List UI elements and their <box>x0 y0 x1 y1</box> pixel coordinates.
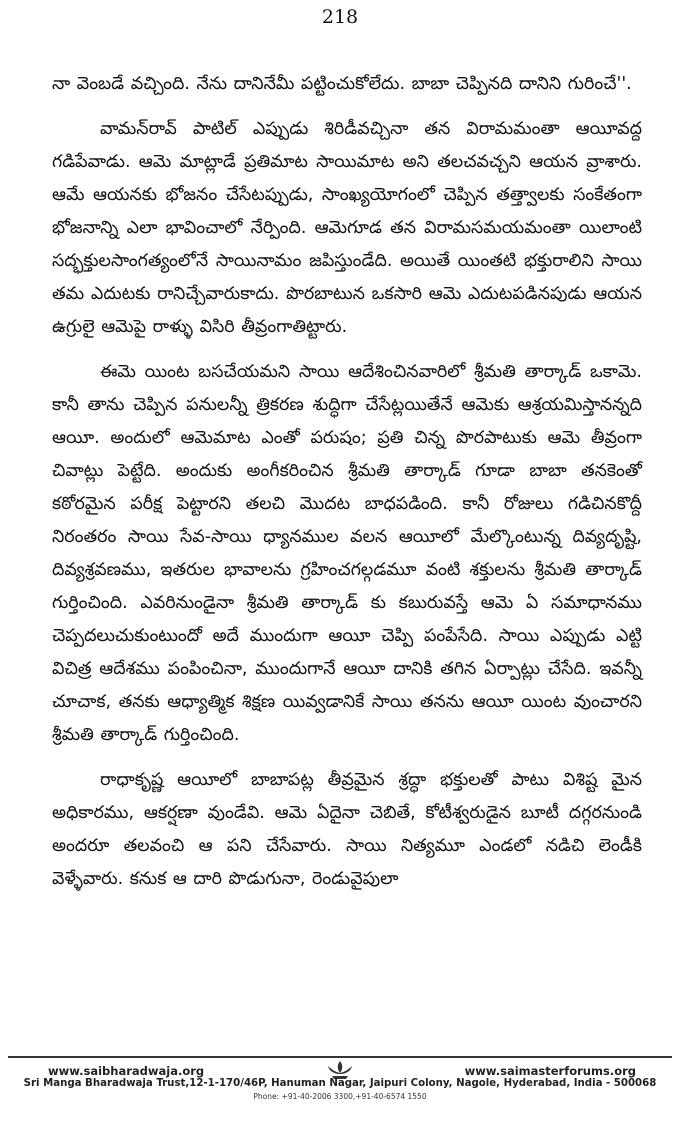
lotus-emblem-icon <box>326 1060 354 1080</box>
footer-address: Sri Manga Bharadwaja Trust,12-1-170/46P, Hanuman Nagar, Jaipuri Colony, Nagole, Hyderabad, India - 500068 <box>23 1078 657 1089</box>
paragraph-1: నా వెంబడే వచ్చింది. నేను దానినేమీ పట్టించుకోలేదు. బాబా చెప్పినది దానిని గురించే''. <box>52 74 632 94</box>
footer-phone: Phone: +91-40-2006 3300,+91-40-6574 1550 <box>253 1092 427 1101</box>
footer-link-saimasterforums[interactable]: www.saimasterforums.org <box>464 1064 636 1078</box>
paragraph-3: ఈమె యింట బసచేయమని సాయి ఆదేశించినవారిలో శ్రీమతి తార్కాడ్ ఒకామె. కానీ తాను చెప్పిన పనులన్నీ త్రికరణ శుద్ధిగా చేసేట్లయితేనే ఆమెకు ఆశ్రయమిస్తానన్నది ఆయీ. అందులో ఆమెమాట ఎంతో పరుషం; ప్రతి చిన్న పొరపాటుకు ఆమె తీవ్రంగా చివాట్లు పెట్టేది. అందుకు అంగీకరించిన శ్రీమతి తార్కాడ్ గూడా బాబా తనకెంతో కఠోరమైన పరీక్ష పెట్టారని తలచి మొదట బాధపడింది. కానీ రోజులు గడిచినకొద్దీ నిరంతరం సాయి సేవ-సాయి ధ్యానముల వలన ఆయీలో మేల్కొంటున్న దివ్యదృష్టి, దివ్యశ్రవణము, ఇతరుల భావాలను గ్రహించగల్గడమూ వంటి శక్తులను శ్రీమతి తార్కాడ్ గుర్తించింది. ఎవరినుండైనా శ్రీమతి తార్కాడ్ కు కబురువస్తే ఆమె ఏ సమాధానము చెప్పదలుచుకుంటుందో అదే ముందుగా ఆయీ చెప్పి పంపేసేది. సాయి ఎప్పుడు ఎట్టి విచిత్ర ఆదేశము పంపించినా, ముందుగానే ఆయీ దానికి తగిన ఏర్పాట్లు చేసేది. ఇవన్నీ చూచాక, తనకు ఆధ్యాత్మిక శిక్షణ యివ్వడానికే సాయి తనను ఆయీ యింట వుంచారని శ్రీమతి తార్కాడ్ గుర్తించింది. <box>52 362 642 745</box>
footer-divider <box>8 1056 672 1058</box>
paragraph-4: రాధాకృష్ణ ఆయీలో బాబాపట్ల తీవ్రమైన శ్రద్ధా భక్తులతో పాటు విశిష్ట మైన అధికారము, ఆకర్షణా వుండేవి. ఆమె ఏదైనా చెబితే, కోటీశ్వరుడైన బూటీ దగ్గరనుండి అందరూ తలవంచి ఆ పని చేసేవారు. సాయి నిత్యమూ ఎండలో నడిచి లెండీకి వెళ్ళేవారు. కనుక ఆ దారి పొడుగునా, రెండువైపులా <box>52 770 642 889</box>
document-body <box>52 68 642 896</box>
footer-link-saibharadwaja[interactable]: www.saibharadwaja.org <box>48 1064 205 1078</box>
page-number: 218 <box>321 6 359 28</box>
page-footer <box>0 1056 680 1122</box>
paragraph-2: వామన్‌రావ్ పాటిల్ ఎప్పుడు శిరిడీవచ్చినా తన విరామమంతా ఆయీవద్ద గడిపేవాడు. ఆమె మాట్లాడే ప్రతిమాట సాయిమాట అని తలచవచ్చని ఆయన వ్రాశారు. ఆమే ఆయనకు భోజనం చేసేటప్పుడు, సాంఖ్యయోగంలో చెప్పిన తత్త్వాలకు సంకేతంగా భోజనాన్ని ఎలా భావించాలో నేర్పింది. ఆమెగూడ తన విరామసమయమంతా యిలాంటి సద్భక్తులసాంగత్యంలోనే సాయినామం జపిస్తుండేది. అయితే యింతటి భక్తురాలిని సాయి తమ ఎదుటకు రానిచ్చేవారుకాదు. పొరబాటున ఒకసారి ఆమె ఎదుటపడినపుడు ఆయన ఉగ్రులై ఆమెపై రాళ్ళు విసిరి తీవ్రంగాతిట్టారు. <box>52 119 642 337</box>
